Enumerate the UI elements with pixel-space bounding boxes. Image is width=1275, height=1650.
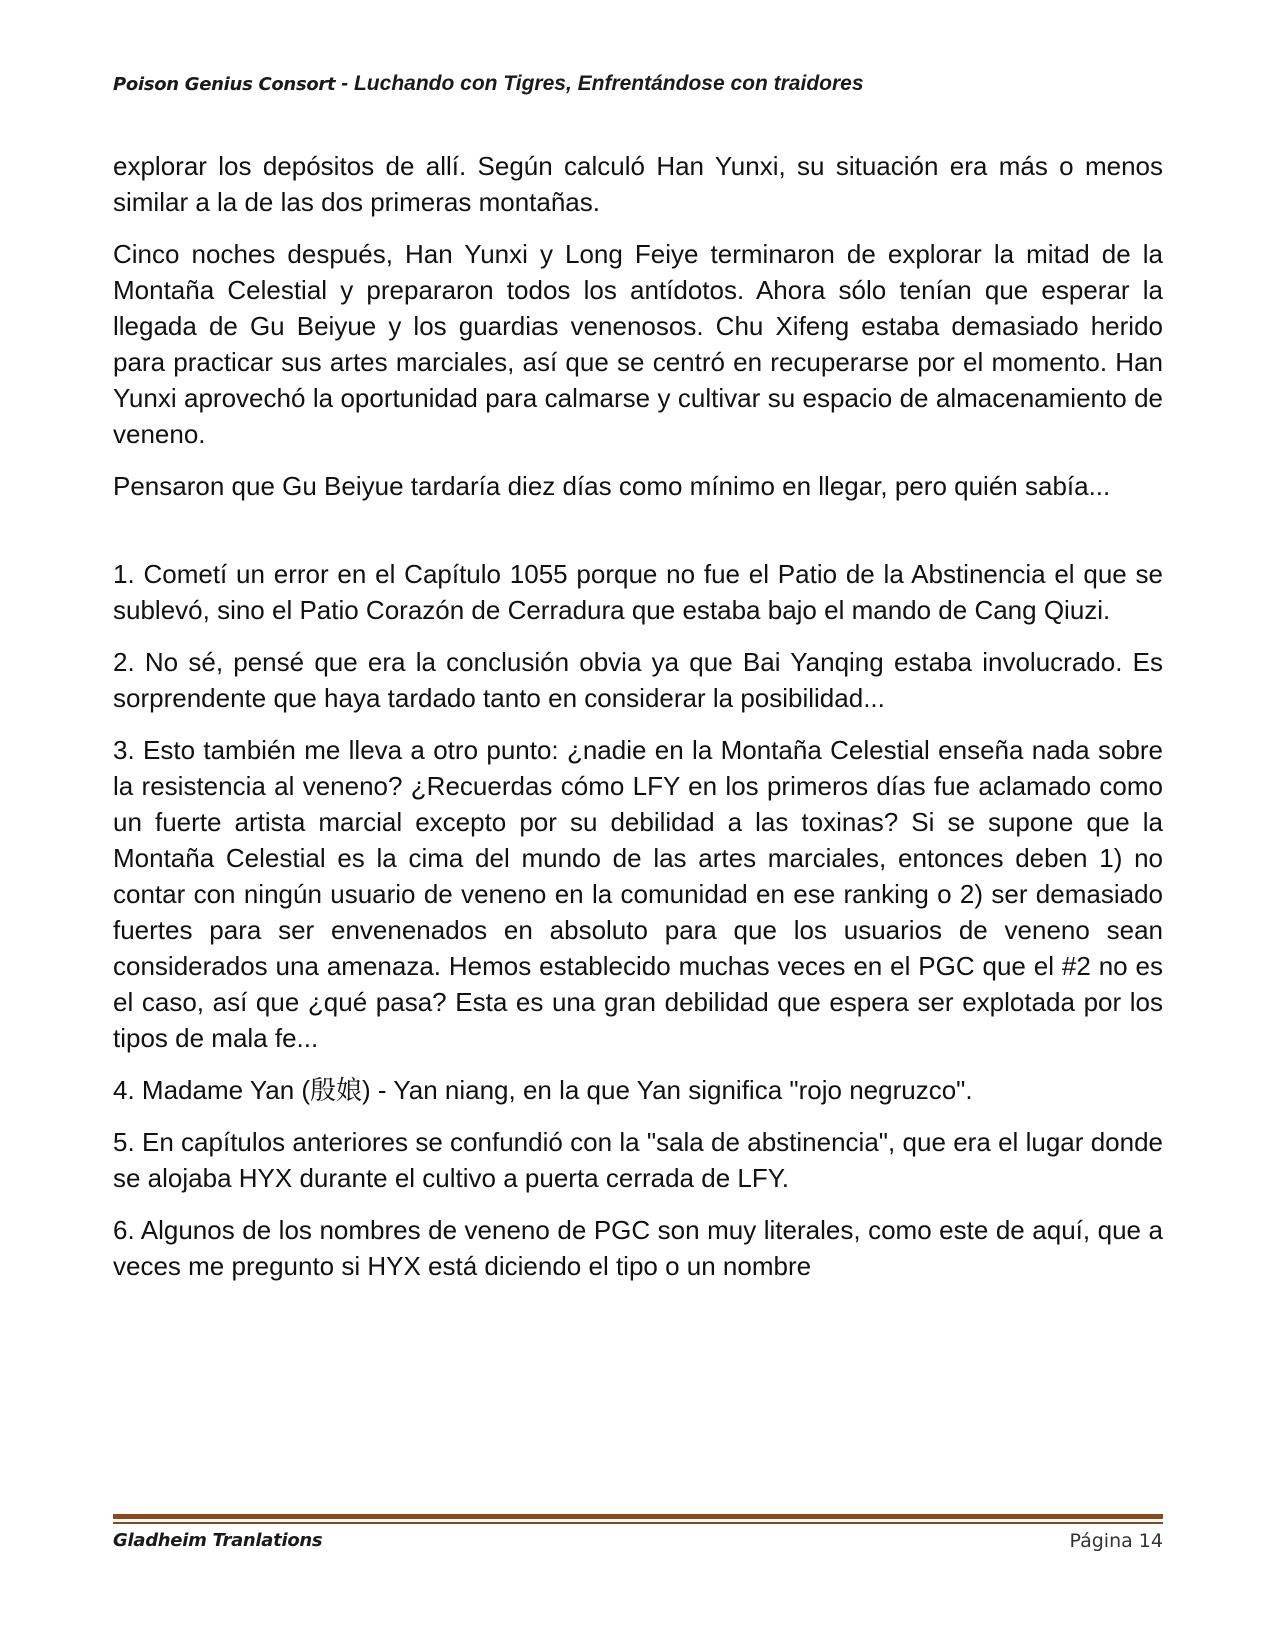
header-separator: - <box>335 72 354 95</box>
series-title: Poison Genius Consort <box>113 74 336 95</box>
publisher-name: Gladheim Tranlations <box>113 1530 323 1551</box>
document-body <box>113 148 1163 1300</box>
footer-divider <box>113 1514 1163 1519</box>
chapter-title: Luchando con Tigres, Enfrentándose con traidores <box>353 72 864 95</box>
translator-note: 2. No sé, pensé que era la conclusión obvia ya que Bai Yanqing estaba involucrado. Es sorprendente que haya tardado tanto en considerar la posibilidad... <box>113 647 1163 713</box>
translator-note: 4. Madame Yan (殷娘) - Yan niang, en la que Yan significa "rojo negruzco". <box>113 1075 973 1105</box>
page-header <box>113 72 1163 96</box>
paragraph: Cinco noches después, Han Yunxi y Long Feiye terminaron de explorar la mitad de la Montaña Celestial y prepararon todos los antídotos. Ahora sólo tenían que esperar la llegada de Gu Beiyue y los guardias venenosos. Chu Xifeng estaba demasiado herido para practicar sus artes marciales, así que se centró en recuperarse por el momento. Han Yunxi aprovechó la oportunidad para calmarse y cultivar su espacio de almacenamiento de veneno. <box>113 239 1163 449</box>
translator-note: 5. En capítulos anteriores se confundió con la "sala de abstinencia", que era el lugar donde se alojaba HYX durante el cultivo a puerta cerrada de LFY. <box>113 1127 1163 1193</box>
translator-note: 3. Esto también me lleva a otro punto: ¿nadie en la Montaña Celestial enseña nada sobre la resistencia al veneno? ¿Recuerdas cómo LFY en los primeros días fue aclamado como un fuerte artista marcial excepto por su debilidad a las toxinas? Si se supone que la Montaña Celestial es la cima del mundo de las artes marciales, entonces deben 1) no contar con ningún usuario de veneno en la comunidad en ese ranking o 2) ser demasiado fuertes para ser envenenados en absoluto para que los usuarios de veneno sean considerados una amenaza. Hemos establecido muchas veces en el PGC que el #2 no es el caso, así que ¿qué pasa? Esta es una gran debilidad que espera ser explotada por los tipos de mala fe... <box>113 735 1163 1053</box>
footer-divider-thin <box>113 1522 1163 1524</box>
translator-note: 1. Cometí un error en el Capítulo 1055 porque no fue el Patio de la Abstinencia el que se sublevó, sino el Patio Corazón de Cerradura que estaba bajo el mando de Cang Qiuzi. <box>113 559 1163 625</box>
paragraph: explorar los depósitos de allí. Según calculó Han Yunxi, su situación era más o menos similar a la de las dos primeras montañas. <box>113 151 1163 217</box>
paragraph: Pensaron que Gu Beiyue tardaría diez días como mínimo en llegar, pero quién sabía... <box>113 471 1111 501</box>
translator-note: 6. Algunos de los nombres de veneno de PGC son muy literales, como este de aquí, que a veces me pregunto si HYX está diciendo el tipo o un nombre <box>113 1215 1163 1281</box>
page-number: Página 14 <box>1069 1530 1163 1552</box>
